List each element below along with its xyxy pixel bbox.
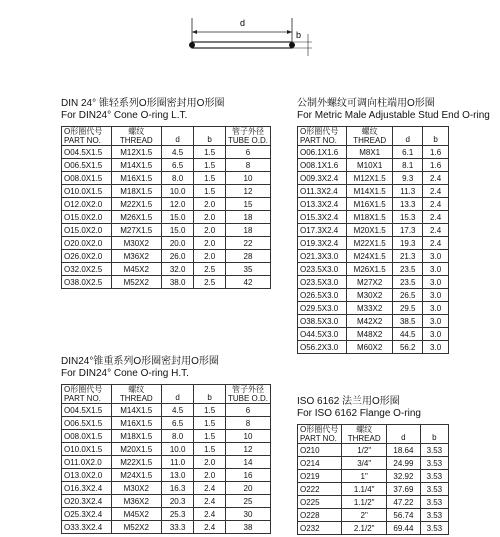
din24-cone-ht-section: [61, 356, 271, 534]
table-row: [298, 237, 449, 250]
table-cell: 38: [225, 521, 270, 534]
table-row: [298, 315, 449, 328]
table-cell: 24.99: [387, 457, 421, 470]
table-row: [298, 302, 449, 315]
table-cell: 12.0: [161, 198, 193, 211]
din24-cone-lt-section: [61, 98, 271, 289]
column-header: b: [194, 385, 226, 404]
table-cell: 2.0: [194, 237, 226, 250]
column-header: 螺纹 THREAD: [111, 127, 161, 146]
table-cell: M30X2: [111, 237, 161, 250]
table-cell: 18: [225, 224, 270, 237]
table-cell: M18X1.5: [347, 211, 393, 224]
table-cell: 1.5: [194, 443, 226, 456]
table-cell: 16.3: [161, 482, 193, 495]
table-cell: 1.1/2": [342, 496, 387, 509]
table-cell: 2.4: [194, 482, 226, 495]
table-cell: O38.0X2.5: [62, 276, 112, 289]
table-row: [298, 444, 449, 457]
table-row: [298, 483, 449, 496]
table-cell: 47.22: [387, 496, 421, 509]
table-row: [298, 328, 449, 341]
o-ring-dimension-diagram: [180, 12, 320, 62]
table-cell: 1": [342, 470, 387, 483]
table-cell: 44.5: [393, 328, 423, 341]
table-cell: O21.3X3.0: [298, 250, 347, 263]
table-cell: 3.53: [420, 483, 448, 496]
table-cell: 2.4: [423, 185, 449, 198]
table-cell: 3.53: [420, 457, 448, 470]
table-row: [62, 172, 271, 185]
table-cell: M14X1.5: [111, 404, 161, 417]
table-cell: 14: [225, 456, 270, 469]
table-cell: 23.5: [393, 276, 423, 289]
table-cell: 4.5: [161, 146, 193, 159]
table-cell: 10: [225, 430, 270, 443]
iso6162-flange-section: [297, 396, 449, 535]
table-row: [62, 224, 271, 237]
table-cell: M8X1: [347, 146, 393, 159]
table-row: [298, 470, 449, 483]
table-row: [298, 263, 449, 276]
table-cell: 2.0: [194, 224, 226, 237]
table-cell: 13.3: [393, 198, 423, 211]
table-cell: 10: [225, 172, 270, 185]
table-cell: O38.5X3.0: [298, 315, 347, 328]
table-cell: 11.3: [393, 185, 423, 198]
table-row: [62, 185, 271, 198]
table-cell: 2.4: [194, 495, 226, 508]
table-cell: 1.6: [423, 146, 449, 159]
table-row: [298, 146, 449, 159]
table-cell: O32.0X2.5: [62, 263, 112, 276]
table-cell: 6: [225, 404, 270, 417]
column-header: O形圈代号 PART NO.: [298, 127, 347, 146]
table-cell: M18X1.5: [111, 430, 161, 443]
table-cell: 18: [225, 211, 270, 224]
table-cell: 2.4: [194, 508, 226, 521]
table-cell: 56.2: [393, 341, 423, 354]
table-row: [298, 224, 449, 237]
table-cell: M52X2: [111, 276, 161, 289]
table-cell: 3.53: [420, 509, 448, 522]
table-row: [62, 443, 271, 456]
section-title-cn: ISO 6162 法兰用O形圈: [297, 396, 400, 407]
diagram-label-b: b: [296, 30, 302, 40]
table-row: [62, 276, 271, 289]
table-cell: M36X2: [111, 250, 161, 263]
table-cell: M16X1.5: [347, 198, 393, 211]
table-cell: M27X2: [347, 276, 393, 289]
table-cell: 12: [225, 443, 270, 456]
table-cell: O11.0X2.0: [62, 456, 112, 469]
table-cell: 8.0: [161, 430, 193, 443]
table-cell: O10.0X1.5: [62, 443, 112, 456]
table-cell: M24X1.5: [111, 469, 161, 482]
table-cell: 2.1/2": [342, 522, 387, 535]
table-cell: 2.4: [423, 198, 449, 211]
table-cell: 20.0: [161, 237, 193, 250]
table-cell: 3.0: [423, 341, 449, 354]
table-cell: O13.3X2.4: [298, 198, 347, 211]
table-cell: 3.53: [420, 470, 448, 483]
table-cell: M10X1: [347, 159, 393, 172]
section-title-cn: 公制外螺纹可调向柱端用O形圈: [297, 98, 435, 109]
table-cell: 8: [225, 417, 270, 430]
section-title-en: For ISO 6162 Flange O-ring: [297, 408, 421, 419]
table-cell: 18.64: [387, 444, 421, 457]
table-cell: 3.0: [423, 250, 449, 263]
column-header: 螺纹 THREAD: [111, 385, 161, 404]
table-cell: 25.3: [161, 508, 193, 521]
table-cell: 3.0: [423, 263, 449, 276]
table-row: [62, 495, 271, 508]
column-header: b: [423, 127, 449, 146]
section-title-en: For Metric Male Adjustable Stud End O-ring: [297, 110, 490, 121]
table-cell: O23.5X3.0: [298, 263, 347, 276]
table-cell: 69.44: [387, 522, 421, 535]
table-cell: 8.0: [161, 172, 193, 185]
table-cell: 1.5: [194, 146, 226, 159]
table-row: [62, 508, 271, 521]
table-cell: 19.3: [393, 237, 423, 250]
table-cell: 10.0: [161, 443, 193, 456]
table-cell: M16X1.5: [111, 417, 161, 430]
section-title-cn: DIN 24° 锥轻系列O形圈密封用O形圈: [61, 98, 225, 109]
table-cell: O13.0X2.0: [62, 469, 112, 482]
table-cell: 29.5: [393, 302, 423, 315]
table-row: [62, 417, 271, 430]
table-cell: O04.5X1.5: [62, 146, 112, 159]
table-cell: 56.74: [387, 509, 421, 522]
table-cell: 4.5: [161, 404, 193, 417]
table-cell: 1.6: [423, 159, 449, 172]
table-cell: 15.3: [393, 211, 423, 224]
table-cell: O08.0X1.5: [62, 430, 112, 443]
table-cell: O20.3X2.4: [62, 495, 112, 508]
table-cell: 2.0: [194, 456, 226, 469]
table-cell: 3.0: [423, 289, 449, 302]
table-cell: 3.53: [420, 522, 448, 535]
table-cell: M14X1.5: [347, 185, 393, 198]
table-row: [298, 159, 449, 172]
table-cell: O26.0X2.0: [62, 250, 112, 263]
table-cell: M14X1.5: [111, 159, 161, 172]
table-cell: M12X1.5: [347, 172, 393, 185]
table-cell: O225: [298, 496, 342, 509]
table-cell: 3.0: [423, 328, 449, 341]
column-header: 螺纹 THREAD: [342, 425, 387, 444]
column-header: b: [420, 425, 448, 444]
table-cell: O210: [298, 444, 342, 457]
table-cell: M26X1.5: [347, 263, 393, 276]
table-cell: O06.1X1.6: [298, 146, 347, 159]
table-cell: 1.5: [194, 430, 226, 443]
table-row: [62, 250, 271, 263]
table-cell: M45X2: [111, 508, 161, 521]
table-cell: O56.2X3.0: [298, 341, 347, 354]
column-header: 管子外径 TUBE O.D.: [225, 127, 270, 146]
table-cell: M20X1.5: [111, 443, 161, 456]
table-cell: M30X2: [347, 289, 393, 302]
table-cell: 26.0: [161, 250, 193, 263]
table-cell: M22X1.5: [347, 237, 393, 250]
table-cell: 25: [225, 495, 270, 508]
table-cell: 30: [225, 508, 270, 521]
table-row: [298, 211, 449, 224]
table-cell: 2": [342, 509, 387, 522]
table-cell: M22X1.5: [111, 198, 161, 211]
diagram-label-d: d: [240, 18, 246, 28]
table-cell: 23.5: [393, 263, 423, 276]
table-cell: 2.0: [194, 198, 226, 211]
table-cell: 2.4: [423, 211, 449, 224]
table-row: [298, 496, 449, 509]
table-cell: 2.4: [194, 521, 226, 534]
table-cell: M12X1.5: [111, 146, 161, 159]
table-row: [62, 482, 271, 495]
table-cell: 1.1/4": [342, 483, 387, 496]
table-row: [298, 276, 449, 289]
table-cell: 1/2": [342, 444, 387, 457]
table-cell: O25.3X2.4: [62, 508, 112, 521]
table-cell: M33X2: [347, 302, 393, 315]
table-row: [298, 522, 449, 535]
table-cell: O19.3X2.4: [298, 237, 347, 250]
table-cell: 2.4: [423, 172, 449, 185]
table-cell: 2.5: [194, 276, 226, 289]
table-row: [62, 198, 271, 211]
table-cell: 15.0: [161, 224, 193, 237]
table-cell: O11.3X2.4: [298, 185, 347, 198]
table-row: [298, 457, 449, 470]
table-cell: M48X2: [347, 328, 393, 341]
table-cell: 28: [225, 250, 270, 263]
table-cell: O26.5X3.0: [298, 289, 347, 302]
table-cell: 37.69: [387, 483, 421, 496]
table-cell: M20X1.5: [347, 224, 393, 237]
table-cell: 3.0: [423, 276, 449, 289]
table-cell: O15.0X2.0: [62, 211, 112, 224]
table-row: [298, 250, 449, 263]
table-cell: 1.5: [194, 159, 226, 172]
table-cell: M26X1.5: [111, 211, 161, 224]
table-cell: 2.0: [194, 211, 226, 224]
table-cell: M45X2: [111, 263, 161, 276]
table-cell: 16: [225, 469, 270, 482]
section-title-en: For DIN24° Cone O-ring H.T.: [61, 368, 189, 379]
table-cell: O17.3X2.4: [298, 224, 347, 237]
table-cell: O214: [298, 457, 342, 470]
table-cell: M52X2: [111, 521, 161, 534]
din24-cone-ht-table: [61, 384, 271, 534]
table-row: [62, 146, 271, 159]
table-row: [62, 521, 271, 534]
table-cell: 26.5: [393, 289, 423, 302]
table-cell: 6.1: [393, 146, 423, 159]
table-cell: O20.0X2.0: [62, 237, 112, 250]
column-header: d: [393, 127, 423, 146]
table-cell: 3.53: [420, 444, 448, 457]
table-cell: 3.53: [420, 496, 448, 509]
table-cell: O15.0X2.0: [62, 224, 112, 237]
table-cell: 38.5: [393, 315, 423, 328]
table-cell: 38.0: [161, 276, 193, 289]
table-cell: M18X1.5: [111, 185, 161, 198]
table-cell: O16.3X2.4: [62, 482, 112, 495]
table-cell: 1.5: [194, 172, 226, 185]
table-cell: O09.3X2.4: [298, 172, 347, 185]
table-row: [62, 159, 271, 172]
column-header: O形圈代号 PART NO.: [62, 127, 112, 146]
table-cell: O219: [298, 470, 342, 483]
column-header: d: [387, 425, 421, 444]
table-cell: O222: [298, 483, 342, 496]
table-cell: O33.3X2.4: [62, 521, 112, 534]
table-cell: 33.3: [161, 521, 193, 534]
table-cell: 1.5: [194, 185, 226, 198]
section-title-cn: DIN24°锥重系列O形圈密封用O形圈: [61, 356, 219, 367]
table-cell: 10.0: [161, 185, 193, 198]
column-header: b: [194, 127, 226, 146]
table-cell: O15.3X2.4: [298, 211, 347, 224]
table-cell: 2.4: [423, 237, 449, 250]
table-cell: 3.0: [423, 302, 449, 315]
table-cell: O29.5X3.0: [298, 302, 347, 315]
table-cell: O23.5X3.0: [298, 276, 347, 289]
table-cell: M30X2: [111, 482, 161, 495]
table-row: [298, 289, 449, 302]
table-row: [298, 198, 449, 211]
table-cell: 2.0: [194, 250, 226, 263]
table-row: [62, 211, 271, 224]
table-cell: 6.5: [161, 417, 193, 430]
table-cell: 11.0: [161, 456, 193, 469]
table-row: [62, 263, 271, 276]
table-cell: 32.0: [161, 263, 193, 276]
table-row: [62, 469, 271, 482]
table-cell: 8.1: [393, 159, 423, 172]
table-row: [298, 509, 449, 522]
table-cell: 15.0: [161, 211, 193, 224]
column-header: 管子外径 TUBE O.D.: [225, 385, 270, 404]
table-cell: O06.5X1.5: [62, 159, 112, 172]
column-header: O形圈代号 PART NO.: [62, 385, 112, 404]
din24-cone-lt-table: [61, 126, 271, 289]
column-header: d: [161, 127, 193, 146]
table-cell: O06.5X1.5: [62, 417, 112, 430]
table-cell: M24X1.5: [347, 250, 393, 263]
table-cell: 17.3: [393, 224, 423, 237]
table-row: [62, 430, 271, 443]
table-cell: 13.0: [161, 469, 193, 482]
table-row: [298, 341, 449, 354]
table-cell: 21.3: [393, 250, 423, 263]
table-cell: 20: [225, 482, 270, 495]
table-cell: 22: [225, 237, 270, 250]
table-cell: O228: [298, 509, 342, 522]
metric-stud-end-section: [297, 98, 490, 354]
table-cell: 9.3: [393, 172, 423, 185]
table-cell: 6.5: [161, 159, 193, 172]
table-cell: M27X1.5: [111, 224, 161, 237]
metric-stud-end-table: [297, 126, 449, 354]
table-cell: 2.5: [194, 263, 226, 276]
table-cell: 15: [225, 198, 270, 211]
table-cell: O44.5X3.0: [298, 328, 347, 341]
table-cell: M36X2: [111, 495, 161, 508]
table-cell: M60X2: [347, 341, 393, 354]
section-title-en: For DIN24° Cone O-ring L.T.: [61, 110, 188, 121]
column-header: 螺纹 THREAD: [347, 127, 393, 146]
table-cell: 12: [225, 185, 270, 198]
table-cell: 8: [225, 159, 270, 172]
table-cell: 6: [225, 146, 270, 159]
column-header: O形圈代号 PART NO.: [298, 425, 342, 444]
table-cell: 35: [225, 263, 270, 276]
table-cell: O08.0X1.5: [62, 172, 112, 185]
table-cell: O232: [298, 522, 342, 535]
table-row: [62, 456, 271, 469]
table-cell: 1.5: [194, 404, 226, 417]
table-cell: M22X1.5: [111, 456, 161, 469]
table-cell: 2.0: [194, 469, 226, 482]
column-header: d: [161, 385, 193, 404]
iso6162-flange-table: [297, 424, 449, 535]
table-row: [298, 172, 449, 185]
table-cell: 1.5: [194, 417, 226, 430]
table-cell: 3.0: [423, 315, 449, 328]
table-cell: 20.3: [161, 495, 193, 508]
table-cell: O08.1X1.6: [298, 159, 347, 172]
table-row: [62, 404, 271, 417]
table-cell: 2.4: [423, 224, 449, 237]
table-cell: O10.0X1.5: [62, 185, 112, 198]
table-cell: O12.0X2.0: [62, 198, 112, 211]
table-cell: O04.5X1.5: [62, 404, 112, 417]
table-row: [298, 185, 449, 198]
table-cell: 32.92: [387, 470, 421, 483]
table-cell: 42: [225, 276, 270, 289]
table-cell: M42X2: [347, 315, 393, 328]
table-cell: 3/4": [342, 457, 387, 470]
table-row: [62, 237, 271, 250]
table-cell: M16X1.5: [111, 172, 161, 185]
